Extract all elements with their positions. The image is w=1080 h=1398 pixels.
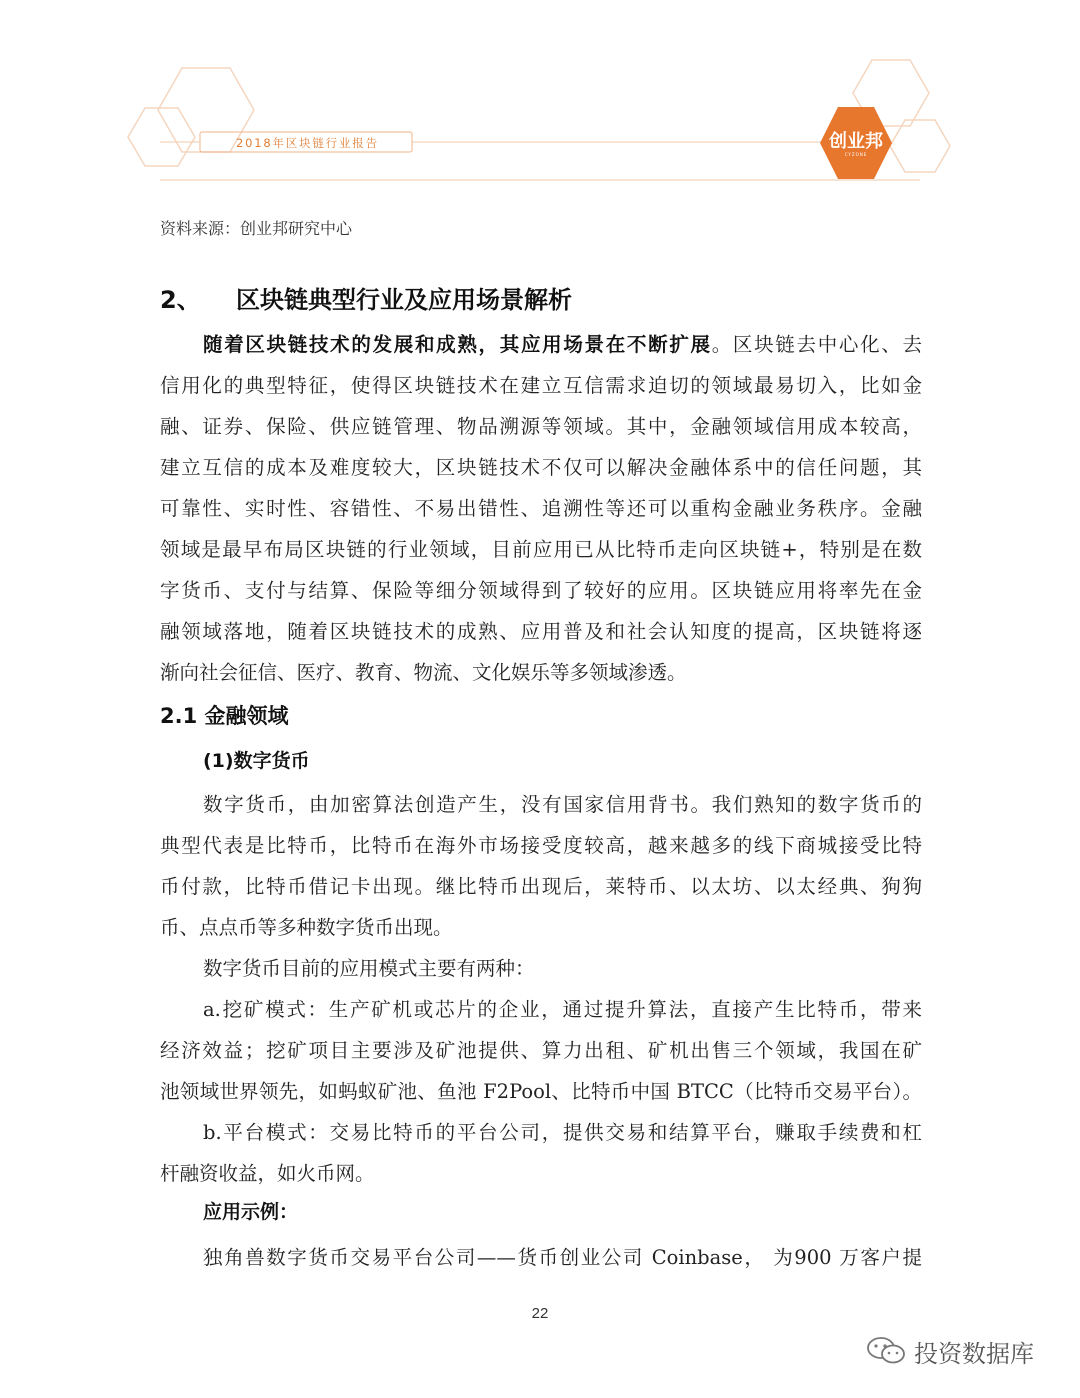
para1-line-1: 数字货币，由加密算法创造产生，没有国家信用背书。我们熟知的数字货币的 — [203, 793, 922, 816]
watermark — [866, 1332, 1066, 1368]
intro-line: 字货币、支付与结算、保险等细分领域得到了较好的应用。区块链应用将率先在金 — [160, 579, 922, 602]
para1-line: 币付款，比特币借记卡出现。继比特币出现后，莱特币、以太坊、以太经典、狗狗 — [160, 875, 922, 898]
logo-subtext: CYZONE — [844, 152, 868, 157]
example-line: 独角兽数字货币交易平台公司——货币创业公司 Coinbase， 为900 万客户提 — [203, 1246, 922, 1269]
mode-b-line-1: b.平台模式：交易比特币的平台公司，提供交易和结算平台，赚取手续费和杠 — [203, 1121, 922, 1144]
intro-line: 领域是最早布局区块链的行业领域，目前应用已从比特币走向区块链+，特别是在数 — [160, 538, 922, 561]
subsection-title: 2.1 金融领域 — [160, 704, 289, 728]
mode-a-line: 池领域世界领先，如蚂蚁矿池、鱼池 F2Pool、比特币中国 BTCC（比特币交易平台）。 — [160, 1080, 922, 1103]
mode-a-line-1: a.挖矿模式：生产矿机或芯片的企业，通过提升算法，直接产生比特币，带来 — [203, 998, 922, 1021]
report-tag: 2018年区块链行业报告 — [236, 136, 379, 150]
para1-line-last: 币、点点币等多种数字货币出现。 — [160, 916, 453, 939]
wechat-icon — [866, 1336, 908, 1366]
example-title: 应用示例： — [203, 1201, 299, 1223]
header-decoration — [0, 0, 1080, 200]
mode-b-line-last: 杆融资收益，如火币网。 — [160, 1162, 375, 1185]
logo-text: 创业邦 — [829, 131, 883, 152]
intro-line-1 — [203, 324, 922, 365]
source-note: 资料来源：创业邦研究中心 — [160, 219, 353, 238]
intro-line: 建立互信的成本及难度较大，区块链技术不仅可以解决金融体系中的信任问题，其 — [160, 456, 922, 479]
intro-lead-bold: 随着区块链技术的发展和成熟，其应用场景在不断扩展 — [203, 333, 712, 356]
para2-line: 数字货币目前的应用模式主要有两种： — [203, 957, 535, 980]
intro-lead-rest: 。区块链去中心化、去 — [711, 333, 922, 356]
intro-line: 可靠性、实时性、容错性、不易出错性、追溯性等还可以重构金融业务秩序。金融 — [160, 497, 922, 520]
intro-line: 融领域落地，随着区块链技术的成熟、应用普及和社会认知度的提高，区块链将逐 — [160, 620, 922, 643]
item-title: (1)数字货币 — [203, 750, 310, 772]
para1-line: 典型代表是比特币，比特币在海外市场接受度较高，越来越多的线下商城接受比特 — [160, 834, 922, 857]
intro-line-last: 渐向社会征信、医疗、教育、物流、文化娱乐等多领域渗透。 — [160, 661, 687, 684]
intro-line: 信用化的典型特征，使得区块链技术在建立互信需求迫切的领域最易切入，比如金 — [160, 374, 922, 397]
cyzone-logo — [820, 105, 892, 181]
intro-line: 融、证券、保险、供应链管理、物品溯源等领域。其中，金融领域信用成本较高， — [160, 415, 922, 438]
mode-a-line: 经济效益；挖矿项目主要涉及矿池提供、算力出租、矿机出售三个领域，我国在矿 — [160, 1039, 922, 1062]
section-title: 区块链典型行业及应用场景解析 — [236, 286, 572, 314]
section-number: 2、 — [160, 286, 201, 314]
watermark-text: 投资数据库 — [914, 1340, 1034, 1368]
page-number: 22 — [531, 1305, 549, 1322]
